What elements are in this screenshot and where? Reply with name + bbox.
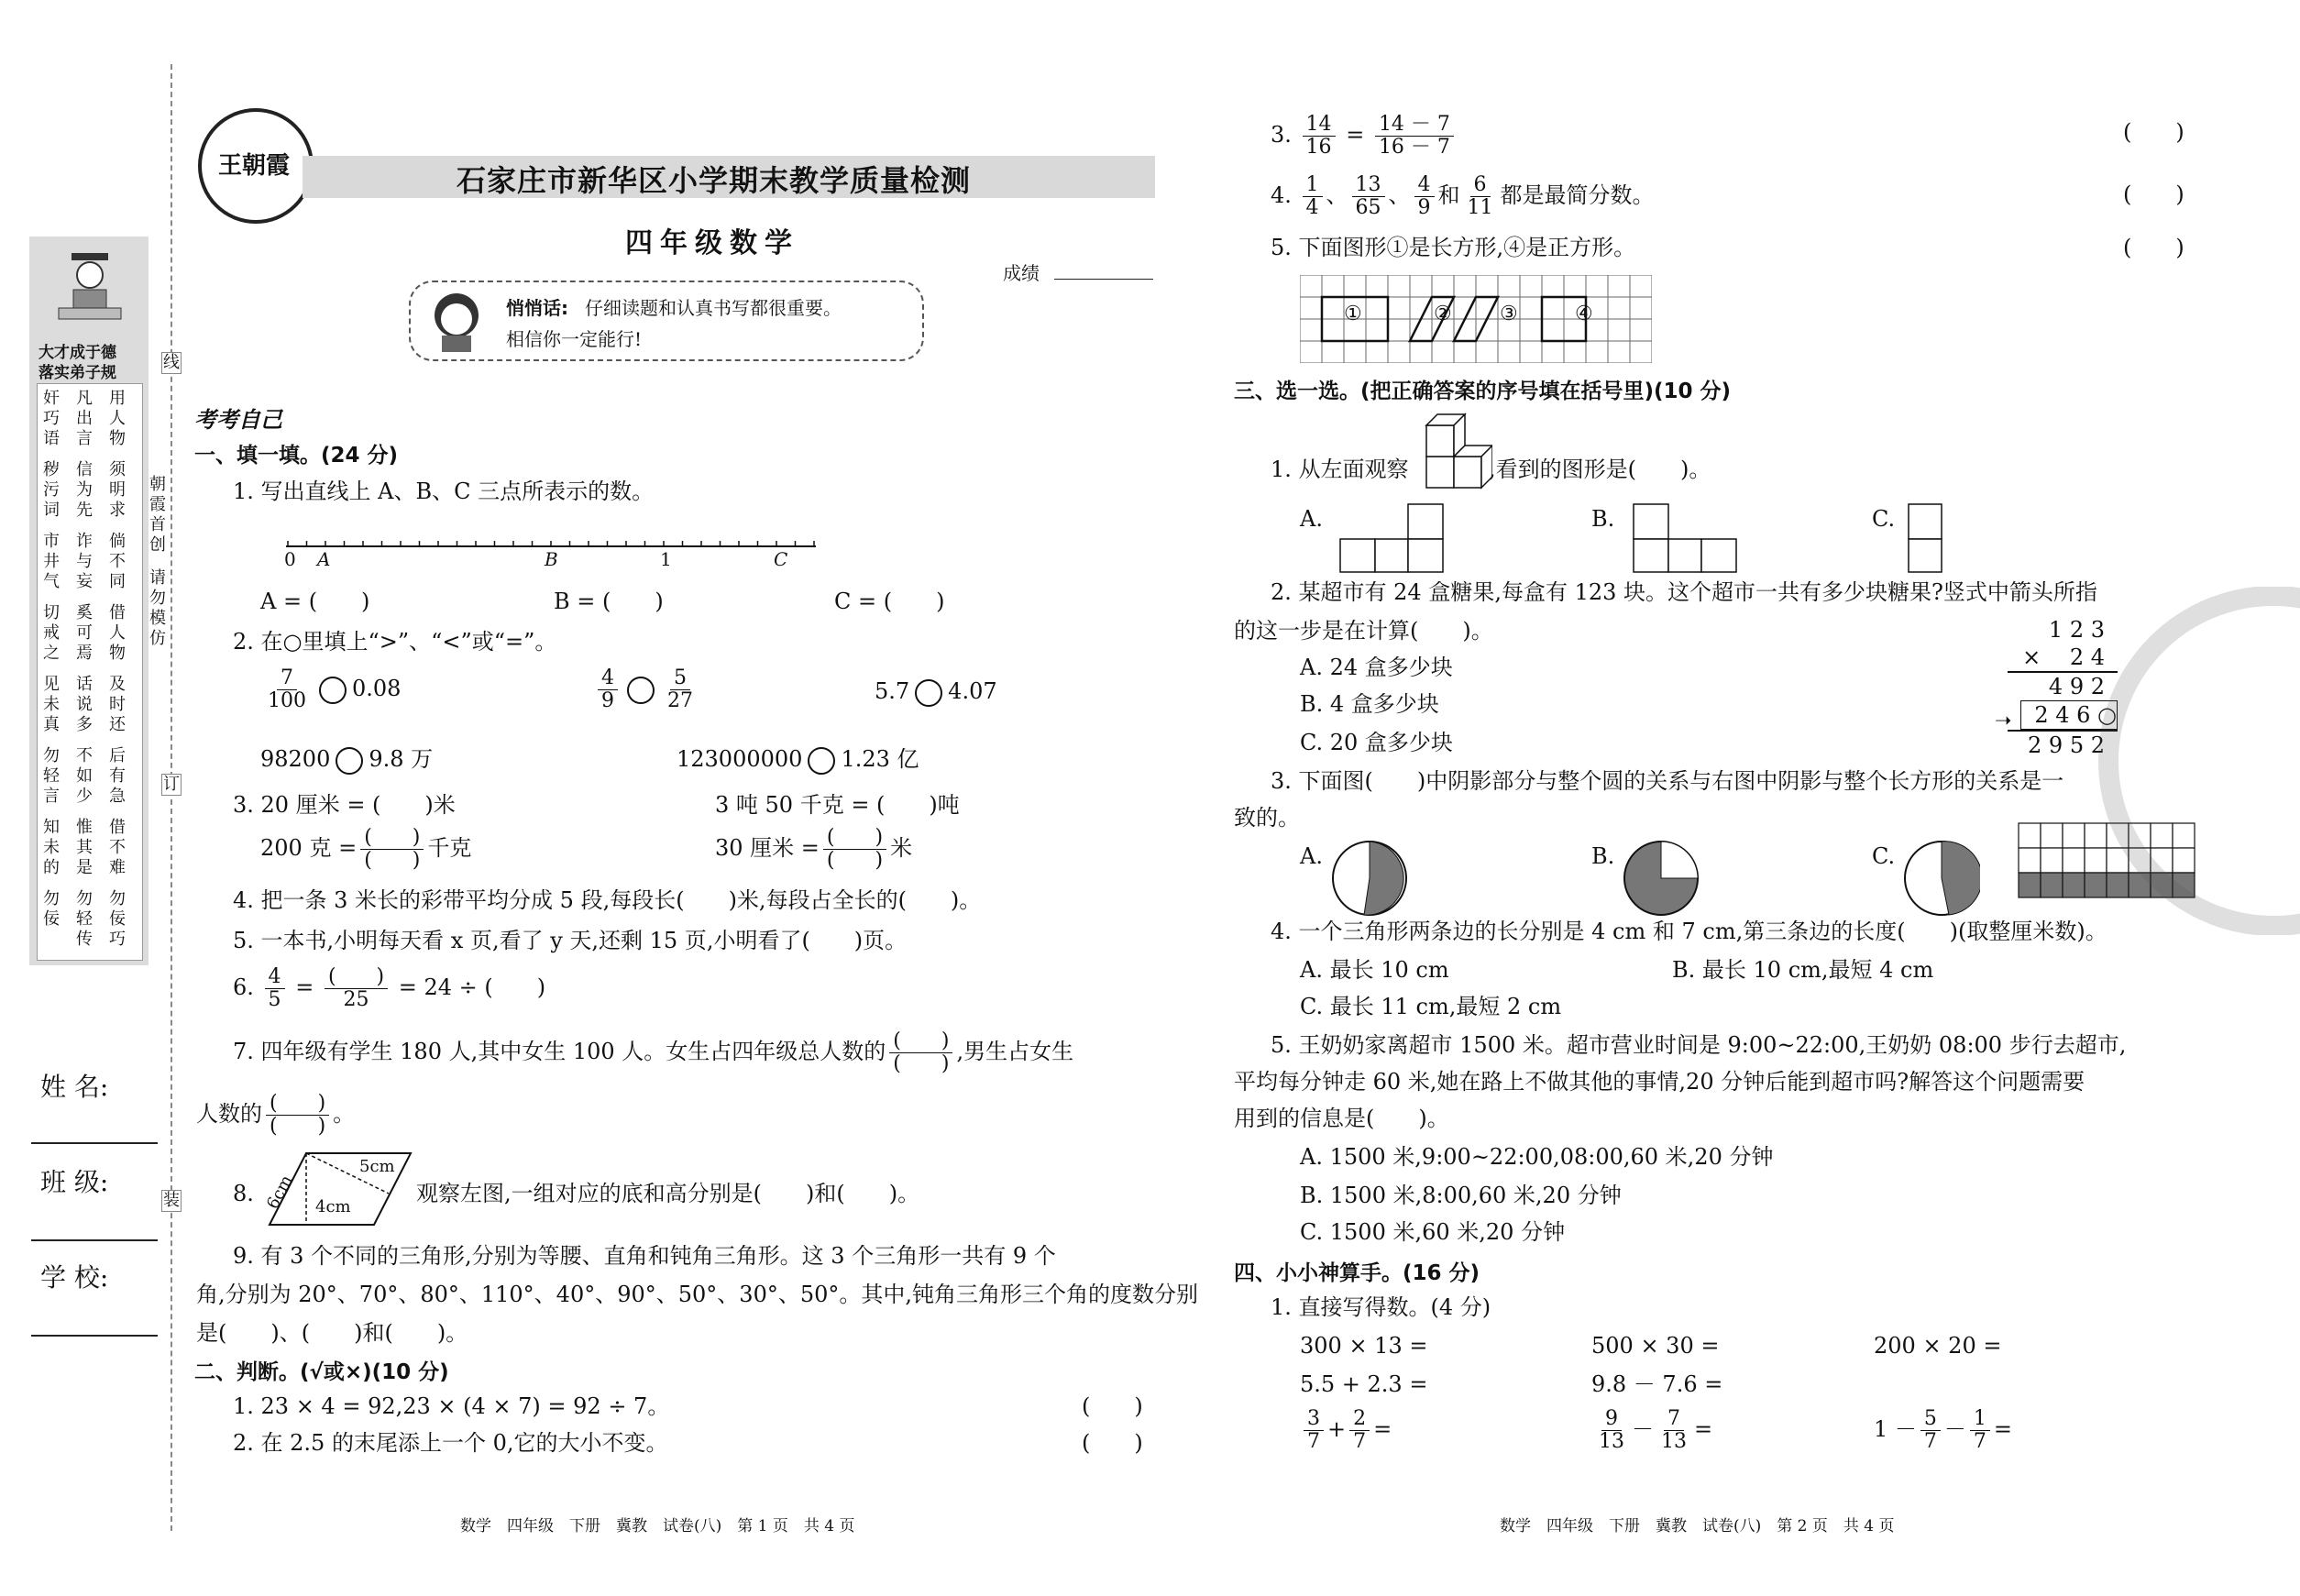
blank-den[interactable]: ( ) <box>270 1115 326 1138</box>
q7-line-1 <box>233 1030 1073 1075</box>
ref-cell <box>2019 848 2041 873</box>
judge-5-answer[interactable]: ( ) <box>2123 235 2184 260</box>
grid-cell <box>1586 341 1608 363</box>
motto-column: 须明求 <box>109 460 126 520</box>
judge-2-answer[interactable]: ( ) <box>1082 1430 1143 1456</box>
j4-sep: 、 <box>1326 182 1348 208</box>
tip-line-2: 相信你一定能行! <box>506 328 643 350</box>
frac-den: 65 <box>1355 196 1381 219</box>
fold-mark-1: 线 <box>163 353 180 372</box>
grid-cell <box>1586 275 1608 297</box>
grid-cell <box>1476 319 1498 341</box>
frac-den: 4 <box>1305 196 1319 219</box>
j4-prefix: 4. <box>1271 182 1292 208</box>
frac-num: 2 <box>1349 1408 1370 1431</box>
compare-circle[interactable] <box>319 677 347 704</box>
q9-line-1: 9. 有 3 个不同的三角形,分别为等腰、直角和钝角三角形。这 3 个三角形一共有 9 个 <box>233 1243 1056 1269</box>
c4-option-c[interactable]: C. 最长 11 cm,最短 2 cm <box>1300 994 1562 1019</box>
grid-cell <box>1498 341 1520 363</box>
grid-cell <box>1344 341 1366 363</box>
choice-1-b: ,看到的图形是( )。 <box>1489 457 1711 482</box>
motto-column: 不如少 <box>76 746 93 806</box>
frac-den: 13 <box>1661 1430 1687 1453</box>
grid-cell <box>1410 341 1432 363</box>
grid-cell <box>1388 297 1410 319</box>
q1-text: 1. 写出直线上 A、B、C 三点所表示的数。 <box>233 479 655 504</box>
motto-column: 见未真 <box>43 675 60 734</box>
calc-item-5[interactable]: 9.8 － 7.6 = <box>1591 1371 1723 1397</box>
motto-column: 奚可焉 <box>76 603 93 663</box>
grid-cell <box>1366 275 1388 297</box>
frac-den: 9 <box>601 689 614 712</box>
op: － <box>1632 1416 1654 1442</box>
calc-row-3: 4 9 2 <box>2048 674 2105 699</box>
q3d-left: 30 厘米 = <box>715 835 820 861</box>
q2-item-b <box>594 667 700 712</box>
exam-title: 石家庄市新华区小学期末教学质量检测 <box>457 163 972 198</box>
choice-5-line-3: 用到的信息是( )。 <box>1234 1106 1449 1131</box>
motto-column: 倘不同 <box>109 532 126 591</box>
grid-cell <box>1520 341 1542 363</box>
grid-cell <box>1542 319 1564 341</box>
grid-cell <box>1432 341 1454 363</box>
grid-cell <box>1410 275 1432 297</box>
grid-cell <box>1542 341 1564 363</box>
motto-columns <box>42 389 141 957</box>
choice-5-line-1: 5. 王奶奶家离超市 1500 米。超市营业时间是 9:00~22:00,王奶奶 08:00 步行去超市, <box>1271 1032 2127 1058</box>
motto-column: 诈与妄 <box>76 532 93 591</box>
q2-item-e <box>677 744 919 775</box>
q7-text-b: ,男生占女生 <box>956 1039 1074 1064</box>
q6-rest: = 24 ÷ ( ) <box>398 974 546 1000</box>
nl-label-b: B <box>545 548 558 570</box>
q9-line-3: 是( )、( )和( )。 <box>196 1320 468 1346</box>
q8-side-label: 6cm <box>262 1172 297 1213</box>
name-field[interactable] <box>31 1142 158 1144</box>
c5-option-a[interactable]: A. 1500 米,9:00~22:00,08:00,60 米,20 分钟 <box>1300 1144 1774 1170</box>
logo-seal <box>198 108 314 224</box>
q6-eq: = <box>295 974 314 1000</box>
q8-height-label: 4cm <box>315 1197 351 1216</box>
motto-line-1: 大才成于德 <box>39 344 116 362</box>
motto-column: 用人物 <box>109 389 126 448</box>
motto-column: 勿轻言 <box>43 746 60 806</box>
calc-item-7[interactable] <box>1591 1408 1712 1453</box>
c2-option-a[interactable]: A. 24 盒多少块 <box>1300 655 1453 680</box>
cube-stack-figure <box>1423 409 1492 491</box>
motto-column: 及时还 <box>109 675 126 734</box>
ref-cell <box>2063 873 2085 897</box>
grid-cell <box>1300 297 1322 319</box>
grid-cell <box>1564 341 1586 363</box>
frac-den: 11 <box>1467 196 1493 219</box>
frac-num: 14 － 7 <box>1375 114 1454 137</box>
frac-den: 7 <box>1307 1430 1320 1453</box>
motto-column: 借不难 <box>109 818 126 877</box>
right-footer: 数学 四年级 下册 冀教 试卷(八) 第 2 页 共 4 页 <box>1500 1517 1895 1535</box>
q1-answer-b[interactable]: B = ( ) <box>554 589 664 614</box>
section-2-title: 二、判断。(√或×)(10 分) <box>194 1360 449 1384</box>
grid-cell <box>1410 297 1432 319</box>
notice-1: 朝霞首创 <box>149 475 166 555</box>
grid-label-1: ① <box>1344 303 1362 325</box>
frac-den: 7 <box>1353 1430 1367 1453</box>
grid-cell <box>1520 297 1542 319</box>
motto-column: 勿佞巧 <box>109 889 126 949</box>
calc-item-4[interactable]: 5.5 + 2.3 = <box>1300 1371 1428 1397</box>
tip-line-1: 仔细读题和认真书写都很重要。 <box>585 297 842 319</box>
c1-opt-a[interactable]: A. <box>1300 506 1323 532</box>
scholar-figure-icon <box>55 248 125 330</box>
calc-row-4: 2 4 6 ○ <box>2020 700 2118 730</box>
j3-eq: = <box>1346 122 1365 148</box>
compare-circle[interactable] <box>915 679 942 707</box>
c2-option-b[interactable]: B. 4 盒多少块 <box>1300 691 1439 717</box>
motto-column: 话说多 <box>76 675 93 734</box>
choice-2-line-2: 的这一步是在计算( )。 <box>1234 618 1493 644</box>
frac-num: 1 <box>1970 1408 1990 1431</box>
q6-prefix: 6. <box>233 974 254 1000</box>
logo-text: 王朝霞 <box>218 152 291 180</box>
grid-cell <box>1366 341 1388 363</box>
nl-label-1: 1 <box>660 548 672 570</box>
motto-column: 秽污词 <box>43 460 60 520</box>
grid-cell <box>1454 275 1476 297</box>
q2-item-c <box>875 677 997 707</box>
grid-cell <box>1366 319 1388 341</box>
q1-answer-c[interactable]: C = ( ) <box>834 589 945 614</box>
grid-cell <box>1432 275 1454 297</box>
frac-num: 1 <box>1303 174 1323 197</box>
class-field[interactable] <box>31 1239 158 1241</box>
class-label: 班 级: <box>40 1167 109 1197</box>
compare-circle[interactable] <box>627 677 655 704</box>
ref-cell <box>2019 823 2041 848</box>
blank-num[interactable]: ( ) <box>360 827 424 850</box>
grid-cell <box>1476 341 1498 363</box>
fold-mark-2: 订 <box>163 775 180 794</box>
grid-cell <box>1520 319 1542 341</box>
frac-den: 5 <box>268 988 281 1011</box>
grid-cell <box>1454 341 1476 363</box>
blank-num[interactable]: ( ) <box>266 1093 329 1116</box>
direct-calc-title: 1. 直接写得数。(4 分) <box>1271 1294 1491 1320</box>
q8-prefix: 8. <box>233 1181 254 1206</box>
judge-4-answer[interactable]: ( ) <box>2123 182 2184 207</box>
self-test-heading: 考考自己 <box>194 407 282 433</box>
grid-cell <box>1322 341 1344 363</box>
grid-cell <box>1410 319 1432 341</box>
c4-option-b[interactable]: B. 最长 10 cm,最短 4 cm <box>1672 957 1934 983</box>
q2c-right: 4.07 <box>948 678 997 704</box>
judge-3 <box>1271 114 1458 159</box>
motto-column: 惟其是 <box>76 818 93 877</box>
watermark-seal-icon <box>2090 587 2300 935</box>
grid-cell <box>1344 275 1366 297</box>
blank-den[interactable]: ( ) <box>893 1052 950 1075</box>
calc-item-2[interactable]: 500 × 30 = <box>1591 1333 1720 1359</box>
nl-label-c: C <box>774 548 788 570</box>
frac-den: 16 － 7 <box>1378 136 1450 159</box>
section-4-title: 四、小小神算手。(16 分) <box>1234 1261 1480 1285</box>
grid-cell <box>1630 341 1652 363</box>
grid-cell <box>1542 275 1564 297</box>
q2-item-a <box>260 667 401 712</box>
judge-3-answer[interactable]: ( ) <box>2123 119 2184 145</box>
choice-5-line-2: 平均每分钟走 60 米,她在路上不做其他的事情,20 分钟后能到超市吗?解答这个问题需要 <box>1234 1069 2085 1095</box>
op: － <box>1943 1416 1966 1442</box>
q5-text: 5. 一本书,小明每天看 x 页,看了 y 天,还剩 15 页,小明看了( )页。 <box>233 928 908 953</box>
grid-cell <box>1388 275 1410 297</box>
eq: = <box>1373 1416 1392 1442</box>
left-footer: 数学 四年级 下册 冀教 试卷(八) 第 1 页 共 4 页 <box>460 1517 855 1535</box>
c5-option-c[interactable]: C. 1500 米,60 米,20 分钟 <box>1300 1219 1566 1245</box>
calc-item-1[interactable]: 300 × 13 = <box>1300 1333 1428 1359</box>
q7-text-d: 。 <box>333 1101 356 1127</box>
motto-column: 后有急 <box>109 746 126 806</box>
choice-3-line-1: 3. 下面图( )中阴影部分与整个圆的关系与右图中阴影与整个长方形的关系是一 <box>1271 768 2064 794</box>
grid-cell <box>1300 275 1322 297</box>
compare-circle[interactable] <box>808 747 835 775</box>
grid-cell <box>1630 297 1652 319</box>
frac-num: 9 <box>1601 1408 1622 1431</box>
grid-cell <box>1388 319 1410 341</box>
grid-cell <box>1498 275 1520 297</box>
j4-text: 都是最简分数。 <box>1500 182 1655 208</box>
motto-column: 信为先 <box>76 460 93 520</box>
choice-2-line-1: 2. 某超市有 24 盒糖果,每盒有 123 块。这个超市一共有多少块糖果?竖式中箭头所指 <box>1271 579 2097 605</box>
c5-option-b[interactable]: B. 1500 米,8:00,60 米,20 分钟 <box>1300 1183 1622 1208</box>
grid-cell <box>1322 297 1344 319</box>
section-1-title: 一、填一填。(24 分) <box>194 444 399 468</box>
nl-label-0: 0 <box>284 548 296 570</box>
calc-row-1: 1 2 3 <box>2048 617 2105 643</box>
choice-4-line-1: 4. 一个三角形两条边的长分别是 4 cm 和 7 cm,第三条边的长度( )(取整厘米数)。 <box>1271 919 2107 944</box>
grid-cell <box>1454 319 1476 341</box>
q2d-right: 9.8 万 <box>369 746 434 772</box>
grid-cell <box>1366 297 1388 319</box>
frac-num: 4 <box>1414 174 1435 197</box>
grid-cell <box>1476 297 1498 319</box>
grid-cell <box>1322 319 1344 341</box>
c3-circle-c <box>1903 840 1980 917</box>
frac-num: 4 <box>265 966 285 989</box>
calc-row-5: 2 9 5 2 <box>2008 730 2118 759</box>
c3-circle-a <box>1331 840 1408 917</box>
grid-cell <box>1322 275 1344 297</box>
judge-2: 2. 在 2.5 的末尾添上一个 0,它的大小不变。 <box>233 1430 668 1456</box>
frac-den: 27 <box>667 689 693 712</box>
grid-cell <box>1542 297 1564 319</box>
q4-text: 4. 把一条 3 米长的彩带平均分成 5 段,每段长( )米,每段占全长的( )。 <box>233 887 982 913</box>
q2e-left: 123000000 <box>677 746 803 772</box>
frac-den: 9 <box>1417 196 1431 219</box>
q7-line-2 <box>196 1093 355 1138</box>
motto-column: 凡出言 <box>76 389 93 448</box>
motto-panel <box>29 237 149 965</box>
c3-opt-c[interactable]: C. <box>1872 843 1896 869</box>
grid-cell <box>1630 319 1652 341</box>
blank-num[interactable]: ( ) <box>889 1030 952 1053</box>
ref-cell <box>2041 823 2063 848</box>
frac-den: 7 <box>1973 1430 1986 1453</box>
q6 <box>233 966 545 1011</box>
c3-opt-a[interactable]: A. <box>1300 843 1323 869</box>
score-label: 成绩 <box>1003 262 1040 284</box>
grid-label-4: ④ <box>1575 303 1593 325</box>
grid-cell <box>1630 275 1652 297</box>
motto-column: 市井气 <box>43 532 60 591</box>
grid-cell <box>1608 297 1630 319</box>
j4-sep: 、 <box>1388 182 1411 208</box>
eq: = <box>1694 1416 1713 1442</box>
blank-num[interactable]: ( ) <box>325 966 388 989</box>
motto-line-2: 落实弟子规 <box>39 364 116 382</box>
q2-text: 2. 在○里填上“>”、“<”或“=”。 <box>233 629 557 655</box>
q3a-text: 3. 20 厘米 = ( )米 <box>233 792 456 818</box>
binding-line <box>171 64 172 1531</box>
grid-cell <box>1608 341 1630 363</box>
lead: 1 － <box>1874 1416 1917 1442</box>
c2-option-c[interactable]: C. 20 盒多少块 <box>1300 730 1453 755</box>
grid-cell <box>1608 275 1630 297</box>
arrow-icon: ➝ <box>1995 710 2012 732</box>
grid-cell <box>1520 275 1542 297</box>
calc-item-3[interactable]: 200 × 20 = <box>1874 1333 2002 1359</box>
choice-1-a: 1. 从左面观察 <box>1271 457 1409 482</box>
q3c <box>260 827 471 872</box>
name-label: 姓 名: <box>40 1072 109 1102</box>
q2c-left: 5.7 <box>875 678 910 704</box>
q8-other-label: 5cm <box>359 1157 395 1176</box>
motto-column: 知未的 <box>43 818 60 877</box>
frac-num: 13 <box>1352 174 1385 197</box>
q7-text-a: 7. 四年级有学生 180 人,其中女生 100 人。女生占四年级总人数的 <box>233 1039 886 1064</box>
j4-and: 和 <box>1437 182 1460 208</box>
ref-cell <box>2019 873 2041 897</box>
judge-5: 5. 下面图形①是长方形,④是正方形。 <box>1271 235 1636 260</box>
motto-column: 借人物 <box>109 603 126 663</box>
q2-item-d <box>260 744 433 775</box>
grid-cell <box>1476 275 1498 297</box>
q2e-right: 1.23 亿 <box>841 746 919 772</box>
frac-num: 5 <box>670 667 690 690</box>
ref-cell <box>2063 848 2085 873</box>
frac-num: 3 <box>1304 1408 1324 1431</box>
q7-text-c: 人数的 <box>196 1101 262 1127</box>
j3-prefix: 3. <box>1271 122 1292 148</box>
nl-label-a: A <box>317 548 331 570</box>
ref-cell <box>2041 848 2063 873</box>
q1-answer-a[interactable]: A = ( ) <box>260 589 370 614</box>
tip-box <box>409 281 924 361</box>
frac-num: 7 <box>1664 1408 1684 1431</box>
notice-2: 请勿模仿 <box>149 568 166 648</box>
grid-cell <box>1608 319 1630 341</box>
c1-figure-c <box>1907 502 1943 574</box>
judge-1: 1. 23 × 4 = 92,23 × (4 × 7) = 92 ÷ 7。 <box>233 1393 670 1419</box>
c1-opt-c[interactable]: C. <box>1872 506 1896 532</box>
frac-num: 7 <box>277 667 297 690</box>
grid-cell <box>1564 275 1586 297</box>
subject-title: 四年级数学 <box>625 227 799 259</box>
ref-cell <box>2041 873 2063 897</box>
blank-num[interactable]: ( ) <box>823 827 886 850</box>
judge-1-answer[interactable]: ( ) <box>1082 1393 1143 1419</box>
frac-num: 14 <box>1303 114 1336 137</box>
grid-label-3: ③ <box>1500 303 1518 325</box>
grid-cell <box>1454 297 1476 319</box>
fold-mark-3: 装 <box>163 1191 180 1210</box>
q3d-unit: 米 <box>890 835 913 861</box>
motto-column: 奸巧语 <box>43 389 60 448</box>
school-label: 学 校: <box>40 1262 109 1293</box>
q8-text: 观察左图,一组对应的底和高分别是( )和( )。 <box>416 1181 920 1206</box>
motto-column: 勿佞 <box>43 889 60 929</box>
q3b-text: 3 吨 50 千克 = ( )吨 <box>715 792 960 818</box>
frac-num: 4 <box>598 667 618 690</box>
calc-item-6[interactable] <box>1300 1408 1392 1453</box>
c1-figure-b <box>1632 502 1738 574</box>
op: + <box>1327 1416 1347 1442</box>
grid-cell <box>1300 341 1322 363</box>
c1-figure-a <box>1338 502 1445 574</box>
frac-den: 16 <box>1305 136 1332 159</box>
calc-item-8[interactable] <box>1874 1408 2012 1453</box>
q3c-unit: 千克 <box>427 835 472 861</box>
score-field[interactable] <box>1054 279 1153 280</box>
q3c-left: 200 克 = <box>260 835 358 861</box>
motto-column: 切戒之 <box>43 603 60 663</box>
c4-option-a[interactable]: A. 最长 10 cm <box>1300 957 1449 983</box>
c1-opt-b[interactable]: B. <box>1591 506 1615 532</box>
tip-label: 悄悄话: <box>506 297 568 319</box>
q3d <box>715 827 912 872</box>
frac-num: 5 <box>1920 1408 1941 1431</box>
judge-4 <box>1271 174 1655 219</box>
q2d-left: 98200 <box>260 746 331 772</box>
q9-line-2: 角,分别为 20°、70°、80°、110°、40°、90°、50°、30°、50°。其中,钝角三角形三个角的度数分别 <box>196 1282 1199 1307</box>
c3-circle-b <box>1623 840 1700 917</box>
frac-num: 6 <box>1470 174 1491 197</box>
section-3-title: 三、选一选。(把正确答案的序号填在括号里)(10 分) <box>1234 380 1732 403</box>
girl-avatar-icon <box>427 288 486 354</box>
q2a-right: 0.08 <box>352 676 402 701</box>
grid-cell <box>1388 341 1410 363</box>
frac-den: 13 <box>1599 1430 1624 1453</box>
choice-3-line-2: 致的。 <box>1234 805 1300 831</box>
grid-label-2: ② <box>1434 303 1452 325</box>
frac-den: 25 <box>343 988 369 1011</box>
blank-den[interactable]: ( ) <box>364 849 421 872</box>
ref-cell <box>2063 823 2085 848</box>
frac-den: 100 <box>268 689 306 712</box>
grid-cell <box>1300 319 1322 341</box>
eq: = <box>1993 1416 2013 1442</box>
c3-opt-b[interactable]: B. <box>1591 843 1615 869</box>
calc-row-2: × 2 4 <box>2008 644 2118 673</box>
frac-den: 7 <box>1923 1430 1937 1453</box>
motto-column: 勿轻传 <box>76 889 93 949</box>
blank-den[interactable]: ( ) <box>826 849 884 872</box>
compare-circle[interactable] <box>336 747 363 775</box>
school-field[interactable] <box>31 1335 158 1337</box>
